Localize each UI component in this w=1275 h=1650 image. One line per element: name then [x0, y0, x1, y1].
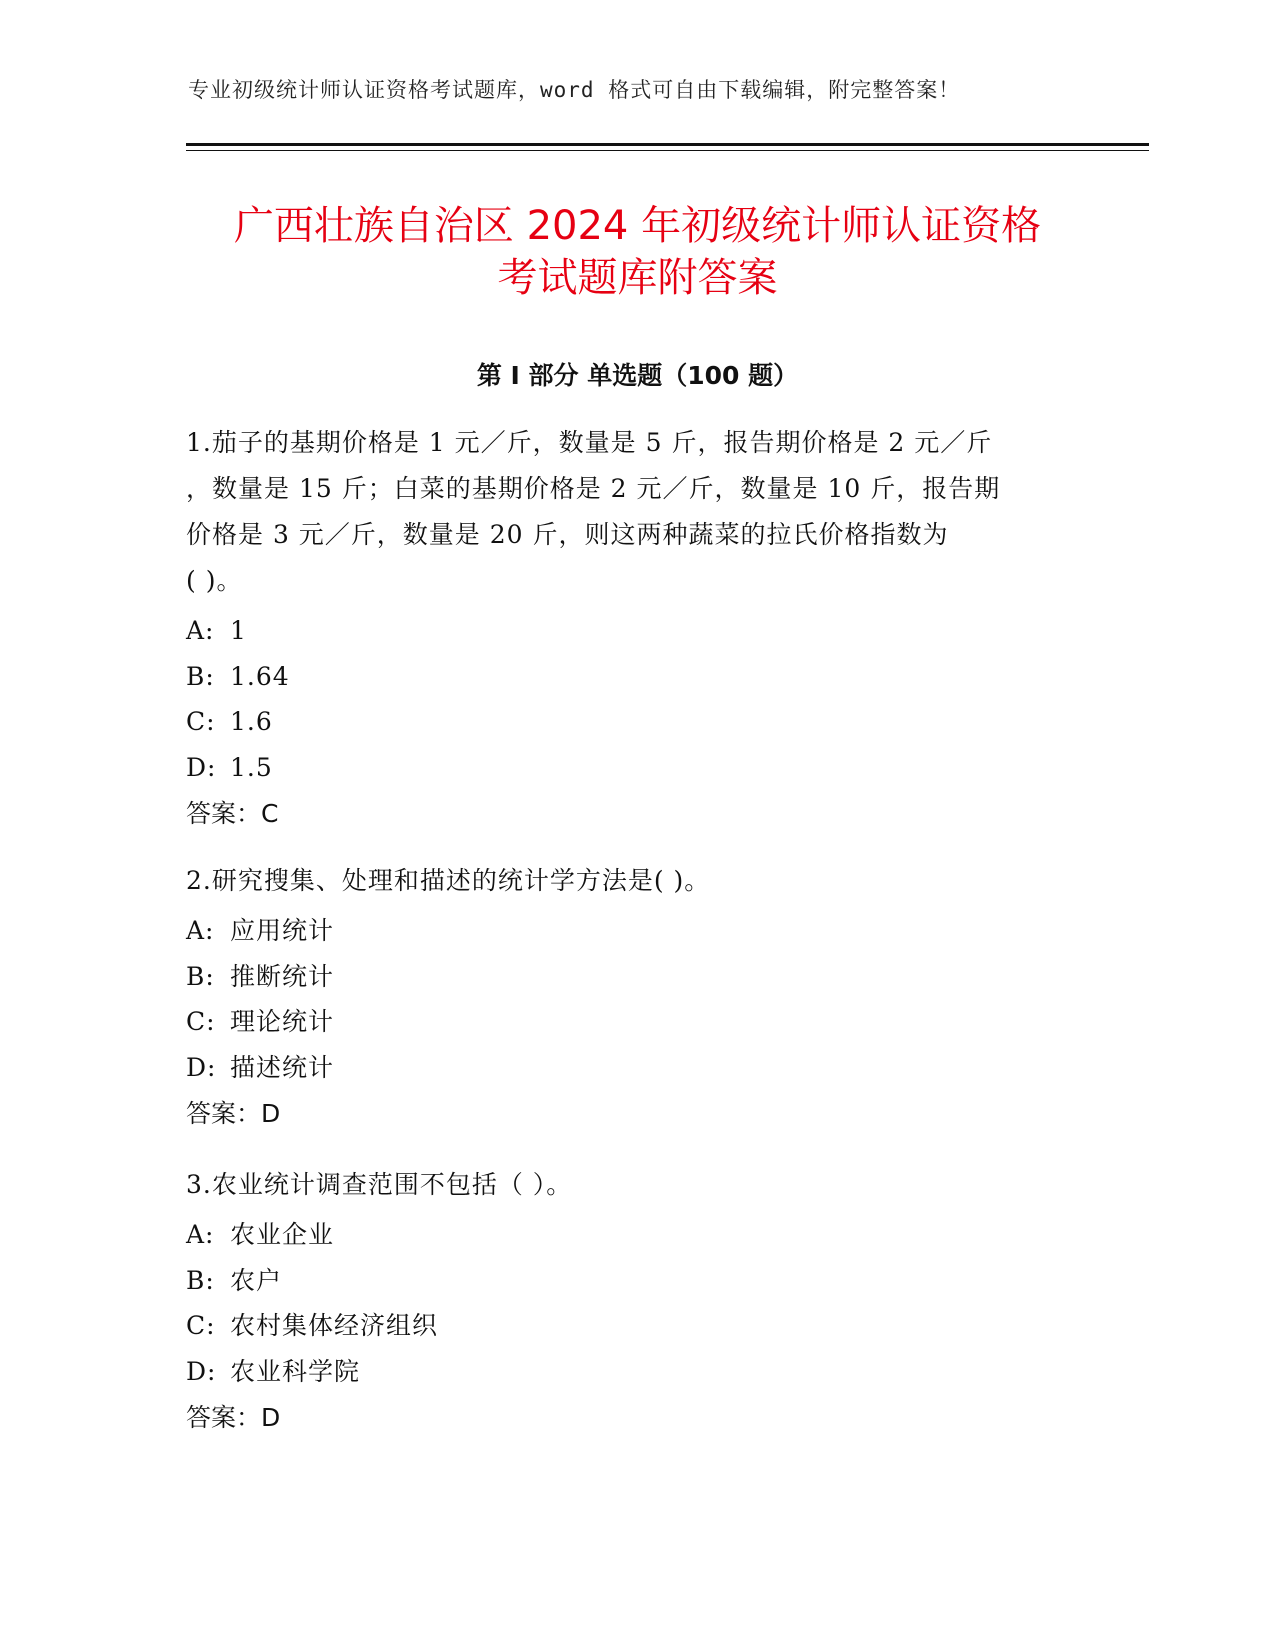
option-key: C: — [186, 1007, 216, 1036]
title-line-1: 广西壮族自治区 2024 年初级统计师认证资格 — [233, 203, 1042, 249]
option-key: C: — [186, 707, 216, 736]
answer-line: 答案：C — [186, 799, 279, 828]
option-a — [186, 908, 1066, 954]
answer-line: 答案：D — [186, 1099, 281, 1128]
section-title: 第 I 部分 单选题（100 题） — [476, 361, 799, 390]
option-text: 农村集体经济组织 — [230, 1311, 439, 1340]
answer-line: 答案：D — [186, 1403, 281, 1432]
option-text: 农户 — [230, 1265, 283, 1295]
option-d — [186, 745, 1066, 791]
option-key: D: — [186, 1052, 217, 1082]
option-text: 理论统计 — [230, 1007, 335, 1036]
stem-line: 2.研究搜集、处理和描述的统计学方法是( )。 — [186, 866, 711, 895]
option-c — [186, 1303, 1066, 1349]
option-key: A: — [186, 916, 215, 945]
option-key: B: — [186, 661, 215, 691]
stem-line: 3.农业统计调查范围不包括（ ）。 — [186, 1170, 573, 1199]
option-key: C: — [186, 1311, 216, 1340]
question-3 — [186, 1162, 1066, 1442]
question-stem — [186, 1162, 1066, 1208]
header-rule-thin — [186, 150, 1149, 151]
option-b — [186, 654, 1066, 700]
option-key: D: — [186, 1356, 217, 1386]
option-d — [186, 1045, 1066, 1091]
option-c — [186, 999, 1066, 1045]
question-stem — [186, 858, 1066, 904]
option-text: 1.6 — [230, 707, 273, 736]
question-1 — [186, 420, 1066, 838]
header-rule-thick — [186, 143, 1149, 146]
title-line-2: 考试题库附答案 — [497, 255, 778, 301]
question-2 — [186, 858, 1066, 1138]
option-text: 农业科学院 — [230, 1356, 361, 1386]
option-key: A: — [186, 1220, 215, 1249]
stem-line: 价格是 3 元／斤，数量是 20 斤，则这两种蔬菜的拉氏价格指数为 — [186, 520, 949, 549]
option-b — [186, 1258, 1066, 1304]
option-b — [186, 954, 1066, 1000]
option-a — [186, 608, 1066, 654]
question-stem — [186, 420, 1066, 604]
option-text: 描述统计 — [230, 1052, 335, 1082]
option-text: 1 — [230, 616, 247, 645]
option-key: B: — [186, 961, 215, 991]
option-key: B: — [186, 1265, 215, 1295]
header-note: 专业初级统计师认证资格考试题库，word 格式可自由下载编辑，附完整答案！ — [188, 78, 961, 102]
stem-line: ( )。 — [186, 566, 243, 595]
stem-line: ，数量是 15 斤；白菜的基期价格是 2 元／斤，数量是 10 斤，报告期 — [186, 474, 1001, 503]
option-a — [186, 1212, 1066, 1258]
option-text: 1.64 — [230, 661, 290, 691]
option-key: D: — [186, 752, 217, 782]
option-c — [186, 699, 1066, 745]
option-text: 1.5 — [230, 752, 273, 782]
option-text: 推断统计 — [230, 961, 335, 991]
option-key: A: — [186, 616, 215, 645]
option-d — [186, 1349, 1066, 1395]
stem-line: 1.茄子的基期价格是 1 元／斤，数量是 5 斤，报告期价格是 2 元／斤 — [186, 428, 993, 457]
option-text: 农业企业 — [230, 1220, 335, 1249]
option-text: 应用统计 — [230, 916, 335, 945]
document-title — [150, 200, 1125, 304]
